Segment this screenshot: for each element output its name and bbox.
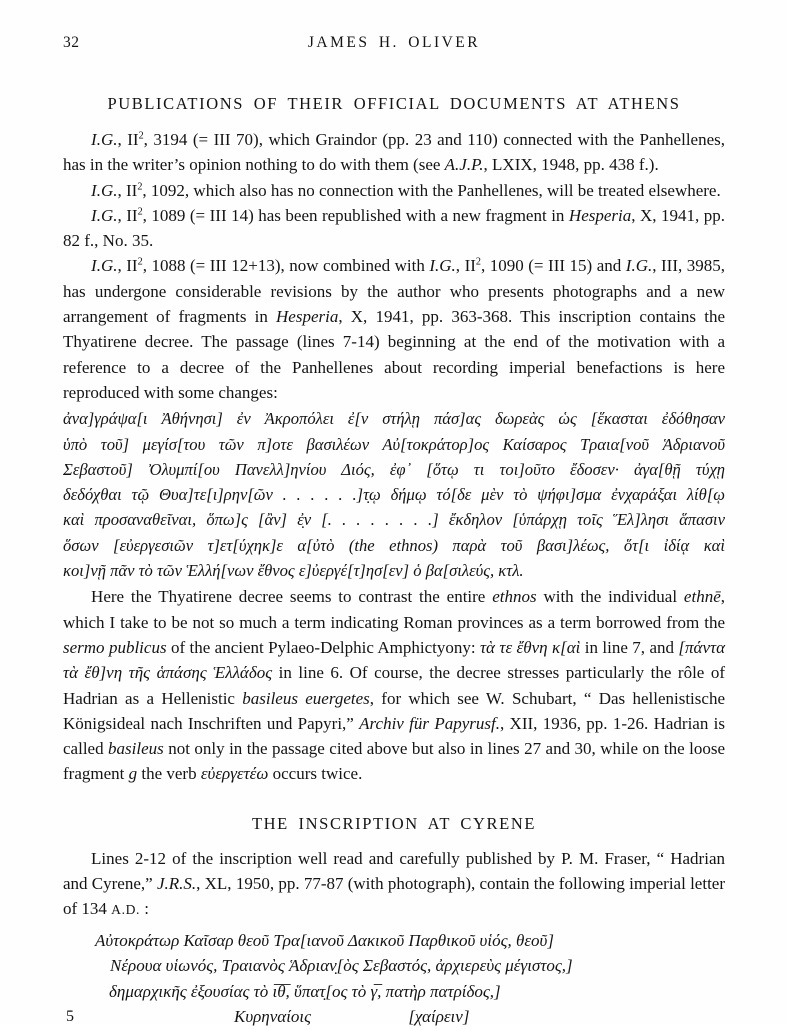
- running-header: [63, 34, 725, 54]
- greek-quote-line: ὅσων [εὐεργεσιῶν τ]ετ[ύχηκ]ε α[ὐτὸ (the ethnos) παρὰ τοῦ βασι]λέως, ὅτ[ι ἰδίᾳ καὶ: [63, 535, 725, 555]
- cyrene-inscription-block: [63, 928, 725, 1030]
- paragraph-ig-3194: I.G., $II^2$, 3194 (= III 70), which Graindor (pp. 23 and 110) connected with the Panhellenes, has in the writer’s opinion nothing to do with them (see A.J.P., LXIX, 1948, pp. 438 f.).: [63, 130, 726, 175]
- section-heading-athens: PUBLICATIONS OF THEIR OFFICIAL DOCUMENTS AT ATHENS: [107, 94, 681, 113]
- inscription-line-3: δημαρχικῆς ἐξουσίας τὸ ι̅θ̅, ὕπατ̣[ος τὸ γ̅, πατὴρ πατρίδος,]: [109, 981, 501, 1001]
- greek-quote-line: ἀνα]γράψα[ι Ἀθήνησι] ἐν Ἀκροπόλει ἐ[ν στήλῃ πάσ]ας δωρεὰς ὡς [ἕκασται ἐδόθησαν: [63, 409, 725, 429]
- greek-quote-line: κοι]νῇ πᾶν τὸ τῶν Ἑλλή[νων ἔθνος ε]ὐεργέ[τ]ησ[εν] ὁ βα[σιλεύς, κτλ.: [63, 561, 524, 581]
- greek-quote-line: ὑπὸ τοῦ] μεγίσ[του τῶν π]οτε βασιλέων Αὐ[τοκράτορ]ος Καίσαρος Τραια[νοῦ Ἁδριανοῦ: [63, 434, 725, 454]
- paragraph-thyatirene-discussion: Here the Thyatirene decree seems to contrast the entire ethnos with the individual ethnē, which I take to be not so much a term indicating Roman provinces as a term borrowed from the sermo publicus of the ancient Pylaeo-Delphic Amphictyony: τὰ τε ἔθνη κ[αὶ in line 7, and [πάντα τὰ ἔθ]νη τῆς ἁπάσης Ἑλλάδος in line 6. Of course, the decree stresses particularly the rôle of Hadrian as a Hellenistic basileus euergetes, for which see W. Schubart, “ Das hellenistische Königsideal nach Inschriften und Papyri,” Archiv für Papyrusf., XII, 1936, pp. 1-26. Hadrian is called basileus not only in the passage cited above but also in lines 27 and 30, while on the loose fragment g the verb εὐεργετέω occurs twice.: [63, 587, 726, 784]
- inscription-line-2: Νέρουα υἱωνός, Τραιανὸς Ἁδριαν̣[ὸς Σεβαστός, ἀρχιερεὺς μέγιστος,]: [110, 956, 573, 976]
- inscription-addressee: Κυρηναίοις: [234, 1007, 312, 1027]
- section-heading-cyrene: THE INSCRIPTION AT CYRENE: [251, 813, 537, 833]
- page-number: 32: [63, 34, 80, 51]
- greek-decree-quotation: [63, 406, 725, 583]
- inscription-line-5: [63, 1004, 725, 1030]
- paragraph-ig-1089: I.G., $II^2$, 1089 (= III 14) has been republished with a new fragment in Hesperia, X, 1941, pp. 82 f., No. 35.: [63, 205, 725, 251]
- paragraph-ig-1092: I.G., $II^2$, 1092, which also has no connection with the Panhellenes, will be treated elsewhere.: [91, 180, 721, 200]
- inscription-line-1: Αὐτοκράτωρ Καῖσαρ θεοῦ Τρα[ιανοῦ Δακικοῦ Παρθικοῦ υἱός, θεοῦ]: [95, 930, 554, 950]
- greek-quote-line: Σεβαστοῦ] Ὀλυμπί[ου Πανελλ]ηνίου Διός, ἐφ᾽ [ὅτῳ τι τοι]οῦτο ἔδοσεν· ἀγα[θῇ τύχῃ: [63, 459, 725, 479]
- running-title: JAMES H. OLIVER: [307, 34, 481, 51]
- inscription-line-number: 5: [66, 1008, 74, 1026]
- inscription-greeting: [χαίρειν]: [408, 1007, 470, 1027]
- paragraph-cyrene-intro: Lines 2-12 of the inscription well read and carefully published by P. M. Fraser, “ Hadrian and Cyrene,” J.R.S., XL, 1950, pp. 77-87 (with photograph), contain the following imperial letter of 134 A.D. :: [63, 848, 725, 919]
- greek-quote-line: καὶ προσαναθεῖναι, ὅπω]ς [ἂν] ἐ̣ν [. . . . . . . .] ἔκδηλον [ὑπάρχῃ τοῖς Ἕλ]λησι ἅπασιν: [63, 510, 725, 530]
- greek-quote-line: δεδόχθαι τῷ Θυα]τε[ι]ρην[ῶν . . . . . .]τ̣ῳ δήμῳ τό[δε μὲν τὸ ψήφι]σμα ἐνχαράξαι λίθ[ῳ: [63, 485, 725, 505]
- paragraph-ig-1088: I.G., $II^2$, 1088 (= III 12+13), now combined with I.G., $II^2$, 1090 (= III 15) and I.G., III, 3985, has undergone considerable revisions by the author who presents photographs and a new arrangement of fragments in Hesperia, X, 1941, pp. 363-368. This inscription contains the Thyatirene decree. The passage (lines 7-14) beginning at the end of the motivation with a reference to a decree of the Panhellenes about recording imperial benefactions is here reproduced with some changes:: [63, 256, 725, 402]
